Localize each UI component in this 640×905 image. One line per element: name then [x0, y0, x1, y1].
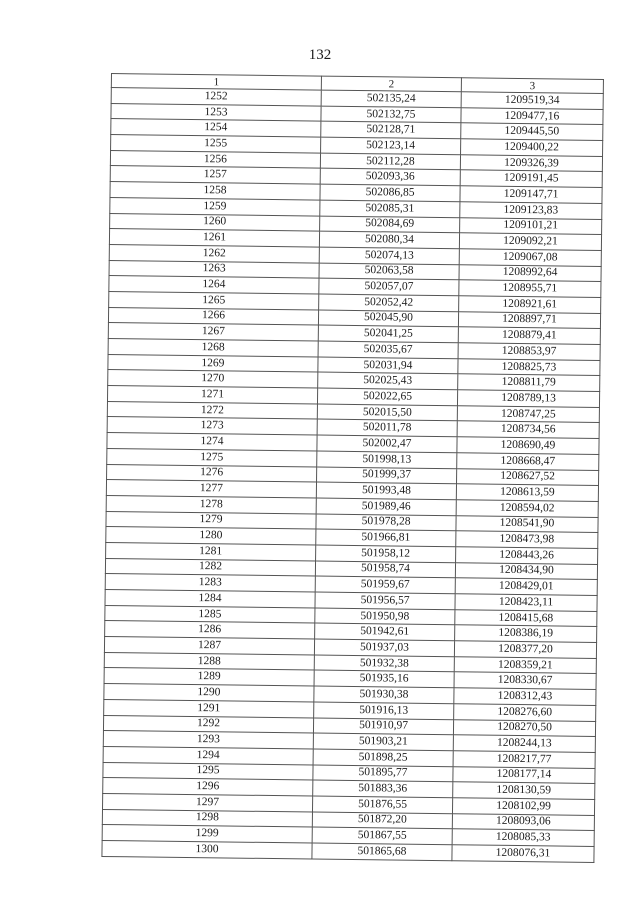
y-coordinate-cell: 1208085,33: [452, 829, 594, 846]
coordinates-table: [101, 73, 604, 863]
y-coordinate-cell: 1208312,43: [454, 688, 596, 705]
point-number-cell: 1266: [108, 307, 318, 325]
point-number-cell: 1280: [106, 527, 316, 545]
y-coordinate-cell: 1208627,52: [457, 468, 599, 485]
point-number-cell: 1274: [107, 433, 317, 451]
table-body: [102, 74, 604, 863]
y-coordinate-cell: 1209477,16: [461, 107, 603, 124]
x-coordinate-cell: 502015,50: [317, 404, 457, 421]
x-coordinate-cell: 501958,74: [315, 561, 455, 578]
y-coordinate-cell: 1208541,90: [456, 515, 598, 532]
x-coordinate-cell: 502022,65: [317, 388, 457, 405]
y-coordinate-cell: 1209326,39: [460, 155, 602, 172]
x-coordinate-cell: 502025,43: [318, 372, 458, 389]
y-coordinate-cell: 1208921,61: [459, 296, 601, 313]
point-number-cell: 1259: [110, 197, 320, 215]
y-coordinate-cell: 1208853,97: [458, 343, 600, 360]
point-number-cell: 1270: [108, 370, 318, 388]
x-coordinate-cell: 502093,36: [320, 169, 460, 186]
y-coordinate-cell: 1208473,98: [456, 531, 598, 548]
x-coordinate-cell: 502080,34: [319, 231, 459, 248]
y-coordinate-cell: 1208270,50: [453, 719, 595, 736]
x-coordinate-cell: 502057,07: [319, 278, 459, 295]
x-coordinate-cell: 501932,38: [314, 655, 454, 672]
x-coordinate-cell: 502123,14: [321, 137, 461, 154]
x-coordinate-cell: 502084,69: [320, 216, 460, 233]
x-coordinate-cell: 501989,46: [316, 498, 456, 515]
x-coordinate-cell: 501998,13: [317, 451, 457, 468]
x-coordinate-cell: 502041,25: [318, 325, 458, 342]
point-number-cell: 1261: [109, 229, 319, 247]
point-number-cell: 1293: [103, 731, 313, 749]
point-number-cell: 1279: [106, 511, 316, 529]
x-coordinate-cell: 501956,57: [315, 592, 455, 609]
y-coordinate-cell: 1209147,71: [460, 186, 602, 203]
x-coordinate-cell: 501978,28: [316, 514, 456, 531]
point-number-cell: 1273: [107, 417, 317, 435]
point-number-cell: 1269: [108, 354, 318, 372]
point-number-cell: 1264: [109, 276, 319, 294]
x-coordinate-cell: 501876,55: [312, 796, 452, 813]
x-coordinate-cell: 502063,58: [319, 263, 459, 280]
point-number-cell: 1298: [102, 809, 312, 827]
point-number-cell: 1263: [109, 260, 319, 278]
y-coordinate-cell: 1208613,59: [456, 484, 598, 501]
y-coordinate-cell: 1208992,64: [459, 264, 601, 281]
x-coordinate-cell: 501935,16: [314, 670, 454, 687]
x-coordinate-cell: 502035,67: [318, 341, 458, 358]
point-number-cell: 1258: [110, 182, 320, 200]
x-coordinate-cell: 502002,47: [317, 435, 457, 452]
point-number-cell: 1295: [103, 762, 313, 780]
point-number-cell: 1255: [111, 135, 321, 153]
point-number-cell: 1260: [110, 213, 320, 231]
point-number-cell: 1268: [108, 338, 318, 356]
x-coordinate-cell: 501999,37: [317, 467, 457, 484]
y-coordinate-cell: 1208734,56: [457, 421, 599, 438]
x-coordinate-cell: 502132,75: [321, 106, 461, 123]
y-coordinate-cell: 1208415,68: [455, 609, 597, 626]
y-coordinate-cell: 1208825,73: [458, 358, 600, 375]
point-number-cell: 1277: [106, 480, 316, 498]
y-coordinate-cell: 1208594,02: [456, 500, 598, 517]
x-coordinate-cell: 502135,24: [321, 90, 461, 107]
y-coordinate-cell: 1208244,13: [453, 735, 595, 752]
point-number-cell: 1296: [103, 778, 313, 796]
y-coordinate-cell: 1208276,60: [454, 704, 596, 721]
y-coordinate-cell: 1208789,13: [457, 390, 599, 407]
x-coordinate-cell: 501916,13: [314, 702, 454, 719]
y-coordinate-cell: 1208217,77: [453, 751, 595, 768]
x-coordinate-cell: 502052,42: [319, 294, 459, 311]
x-coordinate-cell: 502011,78: [317, 419, 457, 436]
x-coordinate-cell: 502031,94: [318, 357, 458, 374]
x-coordinate-cell: 502074,13: [319, 247, 459, 264]
x-coordinate-cell: 501930,38: [314, 686, 454, 703]
y-coordinate-cell: 1208690,49: [457, 437, 599, 454]
x-coordinate-cell: 501903,21: [313, 733, 453, 750]
x-coordinate-cell: 502112,28: [320, 153, 460, 170]
y-coordinate-cell: 1208177,14: [453, 766, 595, 783]
point-number-cell: 1290: [104, 684, 314, 702]
column-header: 3: [461, 78, 603, 94]
y-coordinate-cell: 1208359,21: [454, 656, 596, 673]
y-coordinate-cell: 1208811,79: [458, 374, 600, 391]
y-coordinate-cell: 1208102,99: [452, 798, 594, 815]
y-coordinate-cell: 1208747,25: [457, 406, 599, 423]
y-coordinate-cell: 1209092,21: [459, 233, 601, 250]
x-coordinate-cell: 501910,97: [313, 718, 453, 735]
x-coordinate-cell: 501895,77: [313, 765, 453, 782]
x-coordinate-cell: 501942,61: [315, 623, 455, 640]
point-number-cell: 1267: [108, 323, 318, 341]
point-number-cell: 1285: [105, 605, 315, 623]
y-coordinate-cell: 1208130,59: [453, 782, 595, 799]
y-coordinate-cell: 1208668,47: [457, 453, 599, 470]
point-number-cell: 1271: [107, 386, 317, 404]
point-number-cell: 1275: [107, 448, 317, 466]
y-coordinate-cell: 1208897,71: [458, 311, 600, 328]
y-coordinate-cell: 1208377,20: [454, 641, 596, 658]
x-coordinate-cell: 501898,25: [313, 749, 453, 766]
y-coordinate-cell: 1208076,31: [452, 845, 594, 862]
point-number-cell: 1282: [105, 558, 315, 576]
point-number-cell: 1254: [111, 119, 321, 137]
x-coordinate-cell: 502086,85: [320, 184, 460, 201]
point-number-cell: 1292: [103, 715, 313, 733]
y-coordinate-cell: 1209191,45: [460, 170, 602, 187]
point-number-cell: 1287: [104, 637, 314, 655]
point-number-cell: 1288: [104, 652, 314, 670]
point-number-cell: 1300: [102, 840, 312, 858]
x-coordinate-cell: 502128,71: [321, 121, 461, 138]
x-coordinate-cell: 501867,55: [312, 827, 452, 844]
point-number-cell: 1294: [103, 746, 313, 764]
x-coordinate-cell: 501966,81: [316, 529, 456, 546]
y-coordinate-cell: 1208423,11: [455, 594, 597, 611]
y-coordinate-cell: 1209101,21: [460, 217, 602, 234]
x-coordinate-cell: 501883,36: [313, 780, 453, 797]
y-coordinate-cell: 1208443,26: [456, 547, 598, 564]
point-number-cell: 1289: [104, 668, 314, 686]
column-header: 1: [111, 74, 321, 91]
point-number-cell: 1252: [111, 88, 321, 106]
point-number-cell: 1253: [111, 103, 321, 121]
y-coordinate-cell: 1209123,83: [460, 202, 602, 219]
x-coordinate-cell: 501959,67: [315, 576, 455, 593]
x-coordinate-cell: 501872,20: [312, 812, 452, 829]
x-coordinate-cell: 502085,31: [320, 200, 460, 217]
y-coordinate-cell: 1208429,01: [455, 578, 597, 595]
point-number-cell: 1286: [105, 621, 315, 639]
y-coordinate-cell: 1208093,06: [452, 813, 594, 830]
point-number-cell: 1297: [103, 793, 313, 811]
y-coordinate-cell: 1208434,90: [455, 562, 597, 579]
y-coordinate-cell: 1208955,71: [459, 280, 601, 297]
y-coordinate-cell: 1209067,08: [459, 249, 601, 266]
x-coordinate-cell: 501865,68: [312, 843, 452, 860]
point-number-cell: 1283: [105, 574, 315, 592]
point-number-cell: 1276: [107, 464, 317, 482]
point-number-cell: 1272: [107, 401, 317, 419]
point-number-cell: 1281: [106, 542, 316, 560]
y-coordinate-cell: 1208330,67: [454, 672, 596, 689]
x-coordinate-cell: 501937,03: [314, 639, 454, 656]
y-coordinate-cell: 1208386,19: [455, 625, 597, 642]
column-header: 2: [321, 76, 461, 92]
y-coordinate-cell: 1209519,34: [461, 92, 603, 109]
point-number-cell: 1265: [109, 291, 319, 309]
y-coordinate-cell: 1209445,50: [461, 123, 603, 140]
point-number-cell: 1299: [102, 825, 312, 843]
point-number-cell: 1291: [104, 699, 314, 717]
y-coordinate-cell: 1208879,41: [458, 327, 600, 344]
x-coordinate-cell: 501950,98: [315, 608, 455, 625]
x-coordinate-cell: 501993,48: [316, 482, 456, 499]
point-number-cell: 1278: [106, 495, 316, 513]
page-number: 132: [308, 47, 332, 63]
x-coordinate-cell: 502045,90: [318, 310, 458, 327]
y-coordinate-cell: 1209400,22: [461, 139, 603, 156]
point-number-cell: 1256: [110, 150, 320, 168]
point-number-cell: 1262: [109, 244, 319, 262]
x-coordinate-cell: 501958,12: [316, 545, 456, 562]
point-number-cell: 1257: [110, 166, 320, 184]
point-number-cell: 1284: [105, 589, 315, 607]
